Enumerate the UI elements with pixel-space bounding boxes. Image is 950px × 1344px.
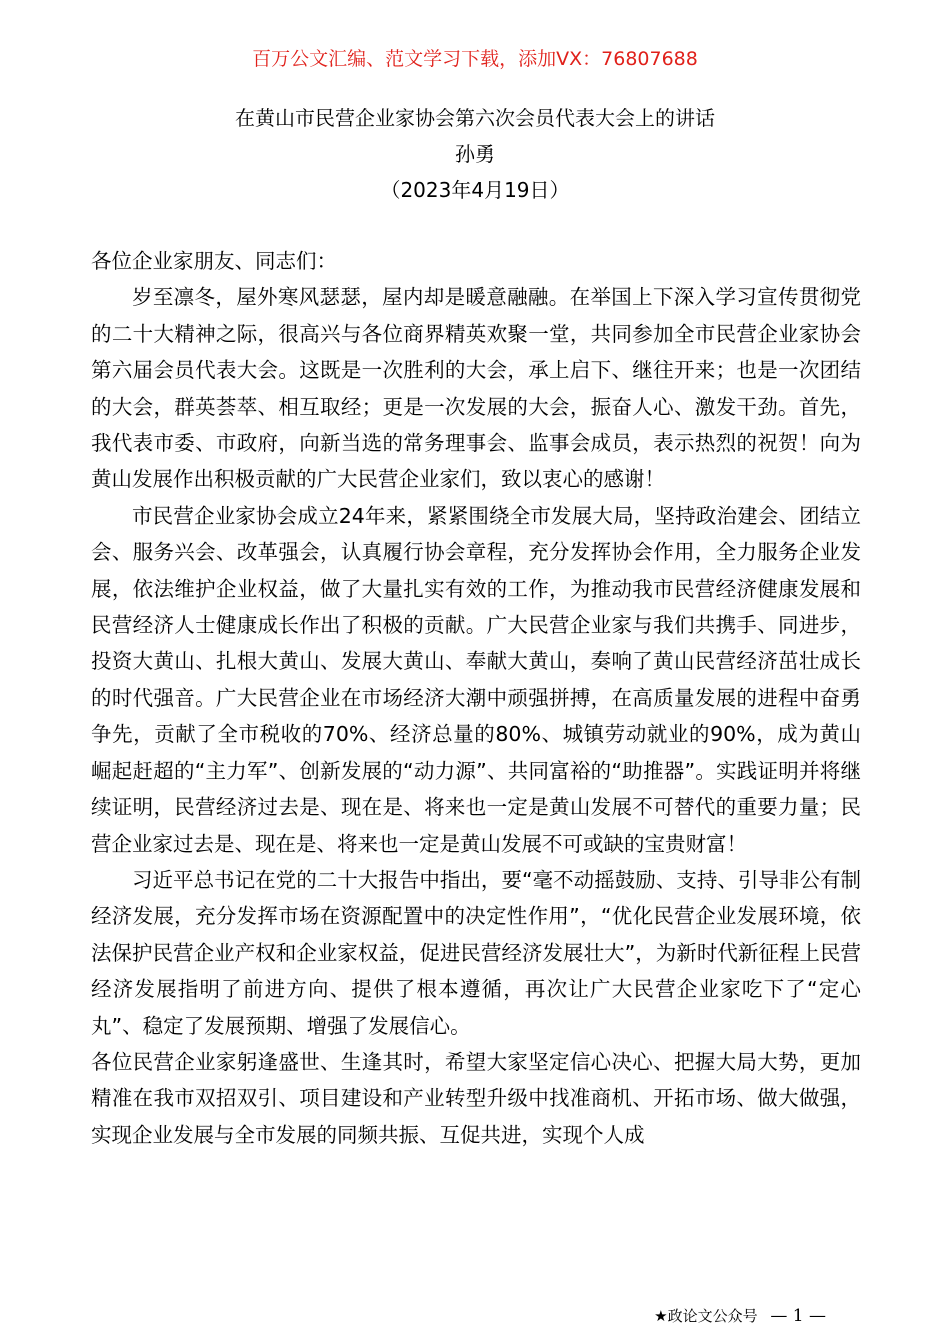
footer-source: ★政论文公众号 [654,1307,758,1325]
salutation: 各位企业家朋友、同志们： [91,249,337,273]
watermark-banner: 百万公文汇编、范文学习下载，添加VX：76807688 [252,48,698,70]
document-title: 在黄山市民营企业家协会第六次会员代表大会上的讲话 [235,106,715,130]
document-header [0,100,950,208]
body-paragraph-continuation: 各位民营企业家躬逢盛世、生逢其时，希望大家坚定信心决心、把握大局大势，更加精准在我市双招双引、项目建设和产业转型升级中找准商机、开拓市场、做大做强，实现企业发展与全市发展的同频共振、互促共进，实现个人成 [91,1049,861,1147]
body-paragraph: 习近平总书记在党的二十大报告中指出，要“毫不动摇鼓励、支持、引导非公有制经济发展，充分发挥市场在资源配置中的决定性作用”，“优化民营企业发展环境，依法保护民营企业产权和企业家权益，促进民营经济发展壮大”，为新时代新征程上民营经济发展指明了前进方向、提供了根本遵循，再次让广大民营企业家吃下了“定心丸”、稳定了发展预期、增强了发展信心。 [91,867,861,1038]
document-body [91,243,861,1153]
body-paragraph: 岁至凛冬，屋外寒风瑟瑟，屋内却是暖意融融。在举国上下深入学习宣传贯彻党的二十大精神之际，很高兴与各位商界精英欢聚一堂，共同参加全市民营企业家协会第六届会员代表大会。这既是一次胜利的大会，承上启下、继往开来；也是一次团结的大会，群英荟萃、相互取经；更是一次发展的大会，振奋人心、激发干劲。首先，我代表市委、市政府，向新当选的常务理事会、监事会成员，表示热烈的祝贺！向为黄山发展作出积极贡献的广大民营企业家们，致以衷心的感谢！ [91,285,861,492]
document-date: （2023年4月19日） [380,178,570,202]
document-author: 孙勇 [455,142,495,166]
page-footer [654,1305,826,1327]
page-number: — 1 — [770,1306,826,1326]
body-paragraph: 市民营企业家协会成立24年来，紧紧围绕全市发展大局，坚持政治建会、团结立会、服务兴会、改革强会，认真履行协会章程，充分发挥协会作用，全力服务企业发展，依法维护企业权益，做了大量扎实有效的工作，为推动我市民营经济健康发展和民营经济人士健康成长作出了积极的贡献。广大民营企业家与我们共携手、同进步，投资大黄山、扎根大黄山、发展大黄山、奉献大黄山，奏响了黄山民营经济茁壮成长的时代强音。广大民营企业在市场经济大潮中顽强拼搏，在高质量发展的进程中奋勇争先，贡献了全市税收的70%、经济总量的80%、城镇劳动就业的90%，成为黄山崛起赶超的“主力军”、创新发展的“动力源”、共同富裕的“助推器”。实践证明并将继续证明，民营经济过去是、现在是、将来也一定是黄山发展不可替代的重要力量；民营企业家过去是、现在是、将来也一定是黄山发展不可或缺的宝贵财富！ [91,503,861,856]
